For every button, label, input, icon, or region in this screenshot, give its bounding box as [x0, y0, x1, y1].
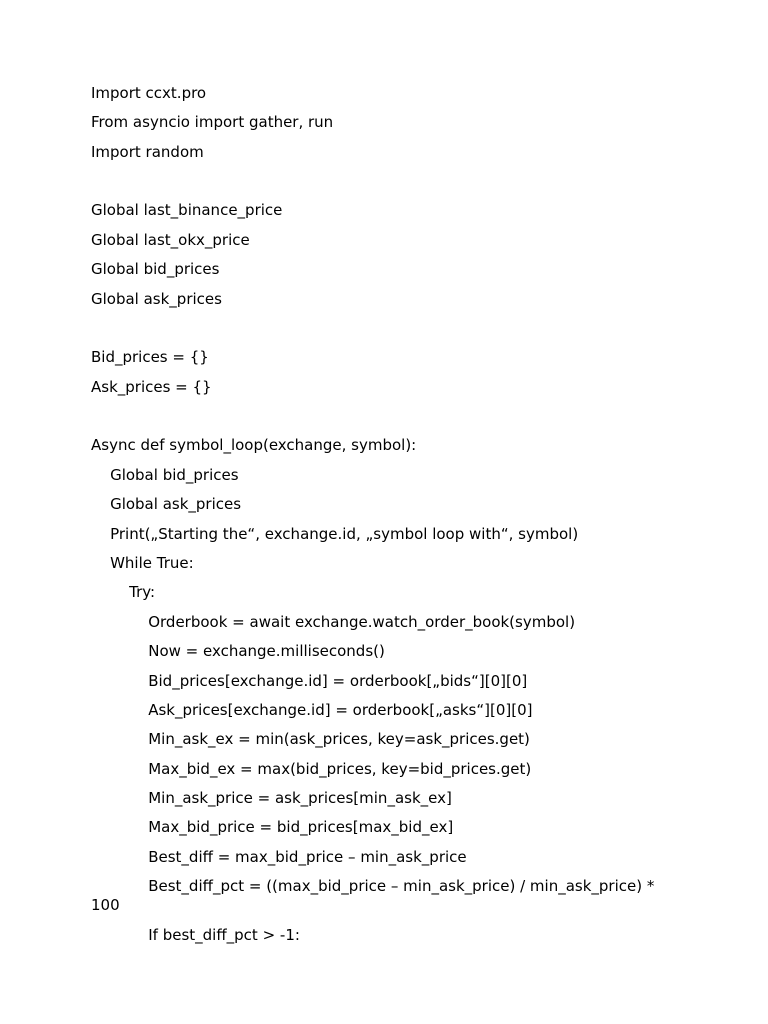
code-line: Global bid_prices — [91, 260, 220, 279]
code-line: Best_diff = max_bid_price – min_ask_price — [91, 847, 467, 866]
code-line: Min_ask_price = ask_prices[min_ask_ex] — [91, 789, 452, 808]
code-line: Min_ask_ex = min(ask_prices, key=ask_prices.get) — [91, 730, 530, 749]
code-line: Ask_prices[exchange.id] = orderbook[„asks“][0][0] — [91, 700, 533, 719]
code-line: Global ask_prices — [91, 289, 222, 308]
code-line: Global last_okx_price — [91, 230, 250, 249]
code-line: While True: — [91, 553, 194, 572]
code-line: Global last_binance_price — [91, 201, 283, 220]
code-line: Max_bid_ex = max(bid_prices, key=bid_prices.get) — [91, 759, 532, 778]
code-line: Bid_prices = {} — [91, 348, 209, 367]
code-line-continuation: 100 — [91, 896, 120, 915]
code-line: Import ccxt.pro — [91, 84, 207, 102]
code-line: From asyncio import gather, run — [91, 113, 334, 132]
code-line: Import random — [91, 142, 204, 161]
code-line: Global bid_prices — [91, 465, 239, 484]
code-line: Print(„Starting the“, exchange.id, „symbol loop with“, symbol) — [91, 524, 579, 543]
code-line: Best_diff_pct = ((max_bid_price – min_ask_price) / min_ask_price) * — [91, 877, 655, 896]
code-line: Ask_prices = {} — [91, 377, 212, 396]
code-line: Orderbook = await exchange.watch_order_book(symbol) — [91, 612, 576, 631]
code-line: Try: — [91, 583, 156, 602]
code-line: Bid_prices[exchange.id] = orderbook[„bids“][0][0] — [91, 671, 528, 690]
code-line: Max_bid_price = bid_prices[max_bid_ex] — [91, 818, 454, 837]
code-line: If best_diff_pct > -1: — [91, 925, 300, 944]
code-line: Now = exchange.milliseconds() — [91, 642, 385, 661]
code-line: Global ask_prices — [91, 495, 242, 514]
code-body — [91, 84, 691, 955]
code-line: Async def symbol_loop(exchange, symbol): — [91, 436, 417, 455]
